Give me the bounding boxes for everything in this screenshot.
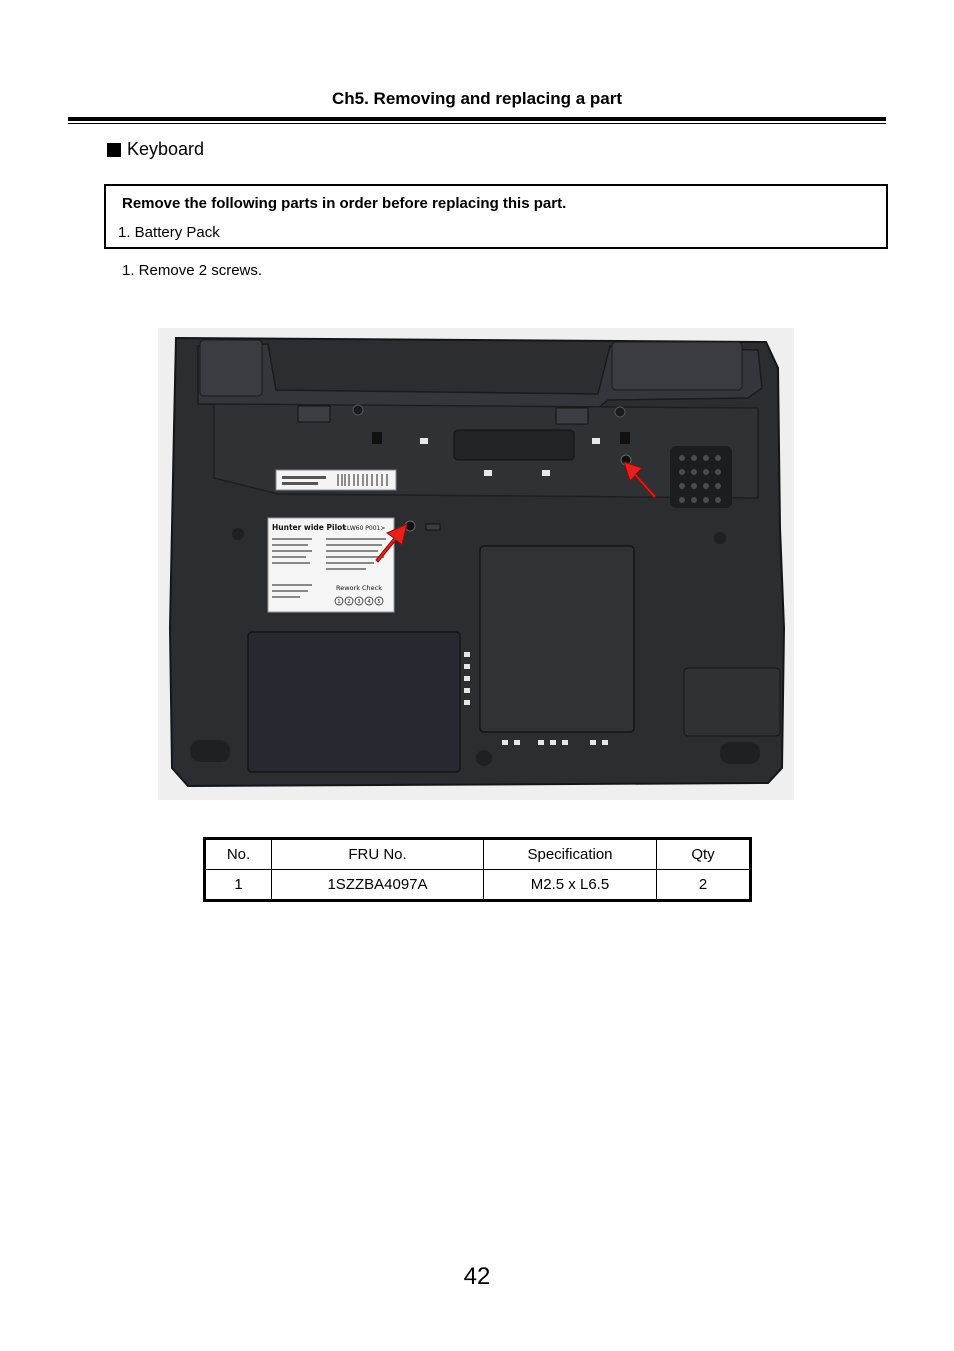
photo-label-check: Rework Check <box>336 584 383 592</box>
laptop-bottom-photo <box>158 328 794 800</box>
column-header: Qty <box>657 839 751 870</box>
column-header: FRU No. <box>272 839 484 870</box>
header-rule <box>68 117 886 121</box>
square-bullet-icon <box>107 143 121 157</box>
table-cell: 1 <box>205 870 272 901</box>
step-instruction: 1. Remove 2 screws. <box>122 262 263 279</box>
photo-label-circle: 1 <box>337 599 341 605</box>
table-cell: M2.5 x L6.5 <box>484 870 657 901</box>
photo-label-circle: 3 <box>357 599 361 605</box>
prerequisite-item: 1. Battery Pack <box>118 224 220 241</box>
photo-label-circle: 5 <box>377 599 381 605</box>
photo-label-model: <LW60 P001> <box>342 525 386 532</box>
table-header-row <box>205 839 751 870</box>
table-cell: 2 <box>657 870 751 901</box>
column-header: No. <box>205 839 272 870</box>
column-header: Specification <box>484 839 657 870</box>
chapter-title: Ch5. Removing and replacing a part <box>331 89 622 108</box>
table-cell: 1SZZBA4097A <box>272 870 484 901</box>
page-number: 42 <box>463 1263 491 1290</box>
photo-label-circle: 4 <box>367 599 371 605</box>
photo-label-title: Hunter wide Pilot <box>272 523 346 532</box>
section-heading <box>107 139 204 160</box>
table-row <box>205 870 751 901</box>
fru-table <box>203 837 752 902</box>
prerequisite-box <box>104 184 888 249</box>
photo-label-circle: 2 <box>347 599 351 605</box>
section-title: Keyboard <box>127 139 205 159</box>
prerequisite-heading: Remove the following parts in order before replacing this part. <box>122 195 567 212</box>
header-rule-thin <box>68 123 886 124</box>
